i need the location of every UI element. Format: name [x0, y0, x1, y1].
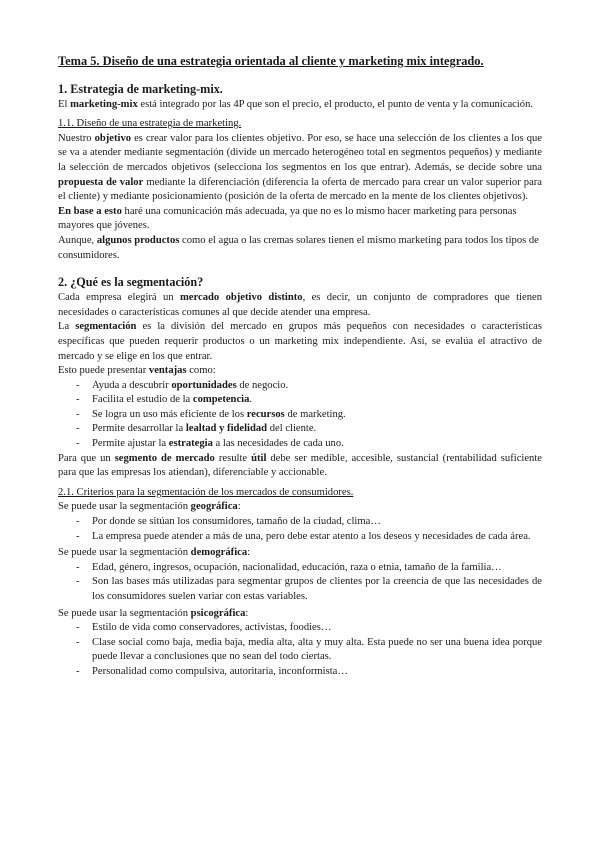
useful-segment-paragraph: Para que un segmento de mercado resulte útil debe ser medible, accesible, sustancial (rentabilidad suficiente para que las empresas los atiendan), diferenciable y accionable.: [58, 452, 542, 479]
list-item: - Ayuda a descubrir oportunidades de negocio.: [58, 379, 542, 394]
psychographic-list: [58, 621, 542, 679]
section-1-heading: 1. Estrategia de marketing-mix.: [58, 81, 223, 96]
segmentation-definition-paragraph: La segmentación es la división del mercado en grupos más pequeños con necesidades o características específicas que pueden requerir productos o un marketing mix independiente. Así, se evalúa el atractivo de mercado y se elige en los que entrar.: [58, 321, 542, 362]
target-market-paragraph: Cada empresa elegirá un mercado objetivo distinto, es decir, un conjunto de compradores que tienen necesidades o características comunes al que decide atender una empresa.: [58, 292, 542, 318]
subsection-1-1-heading: 1.1. Diseño de una estrategia de marketing.: [58, 118, 242, 130]
list-item: - Por donde se sitúan los consumidores, tamaño de la ciudad, clima…: [58, 515, 542, 530]
list-item: - La empresa puede atender a más de una, pero debe estar atento a los deseos y necesidades de cada área.: [58, 530, 542, 545]
section-2-heading: 2. ¿Qué es la segmentación?: [58, 275, 204, 290]
list-item: - Permite desarrollar la lealtad y fidelidad del cliente.: [58, 422, 542, 437]
list-item: - Personalidad como compulsiva, autoritaria, inconformista…: [58, 665, 542, 680]
document-title: Tema 5. Diseño de una estrategia orientada al cliente y marketing mix integrado.: [58, 54, 484, 68]
demographic-intro: Se puede usar la segmentación demográfica:: [58, 547, 251, 559]
products-paragraph: Aunque, algunos productos como el agua o las cremas solares tienen el mismo marketing para todos los tipos de consumidores.: [58, 234, 539, 261]
geographic-list: [58, 515, 542, 544]
list-item: - Permite ajustar la estrategia a las necesidades de cada uno.: [58, 437, 542, 452]
list-item: - Clase social como baja, media baja, media alta, alta y muy alta. Esta puede no ser una buena idea porque puede llevar a conclusiones que no sean del todo ciertas.: [58, 636, 542, 665]
advantages-list: [58, 379, 542, 452]
list-item: - Facilita el estudio de la competencia.: [58, 393, 542, 408]
advantages-intro: Esto puede presentar ventajas como:: [58, 365, 216, 377]
demographic-list: [58, 561, 542, 605]
geographic-intro: Se puede usar la segmentación geográfica:: [58, 501, 241, 513]
list-item: - Estilo de vida como conservadores, activistas, foodies…: [58, 621, 542, 636]
subsection-2-1-heading: 2.1. Criterios para la segmentación de los mercados de consumidores.: [58, 486, 354, 498]
list-item: - Son las bases más utilizadas para segmentar grupos de clientes por la creencia de que las necesidades de los consumidores suelen variar con estas variables.: [58, 575, 542, 604]
list-item: - Edad, género, ingresos, ocupación, nacionalidad, educación, raza o etnia, tamaño de la familia…: [58, 561, 542, 576]
objective-paragraph: Nuestro objetivo es crear valor para los clientes objetivo. Por eso, se hace una selección de los clientes a los que se va a atender mediante segmentación (divide un mercado heterogéneo total en segmentos pequeños) y mediante la selección de mercados objetivos (selecciona los segmentos en los que entrar). Además, se decide sobre una propuesta de valor mediante la diferenciación (diferencia la oferta de mercado para crear un valor superior para el cliente) y mediante posicionamiento (posición de la oferta de mercado en la mente de los clientes objetivos).: [58, 132, 543, 203]
marketing-mix-paragraph: El marketing-mix está integrado por las 4P que son el precio, el producto, el punto de venta y la comunicación.: [58, 98, 534, 110]
psychographic-intro: Se puede usar la segmentación psicográfica:: [58, 607, 249, 619]
communication-paragraph: En base a esto haré una comunicación más adecuada, ya que no es lo mismo hacer marketing para personas mayores que jóvenes.: [58, 205, 517, 232]
list-item: - Se logra un uso más eficiente de los recursos de marketing.: [58, 408, 542, 423]
